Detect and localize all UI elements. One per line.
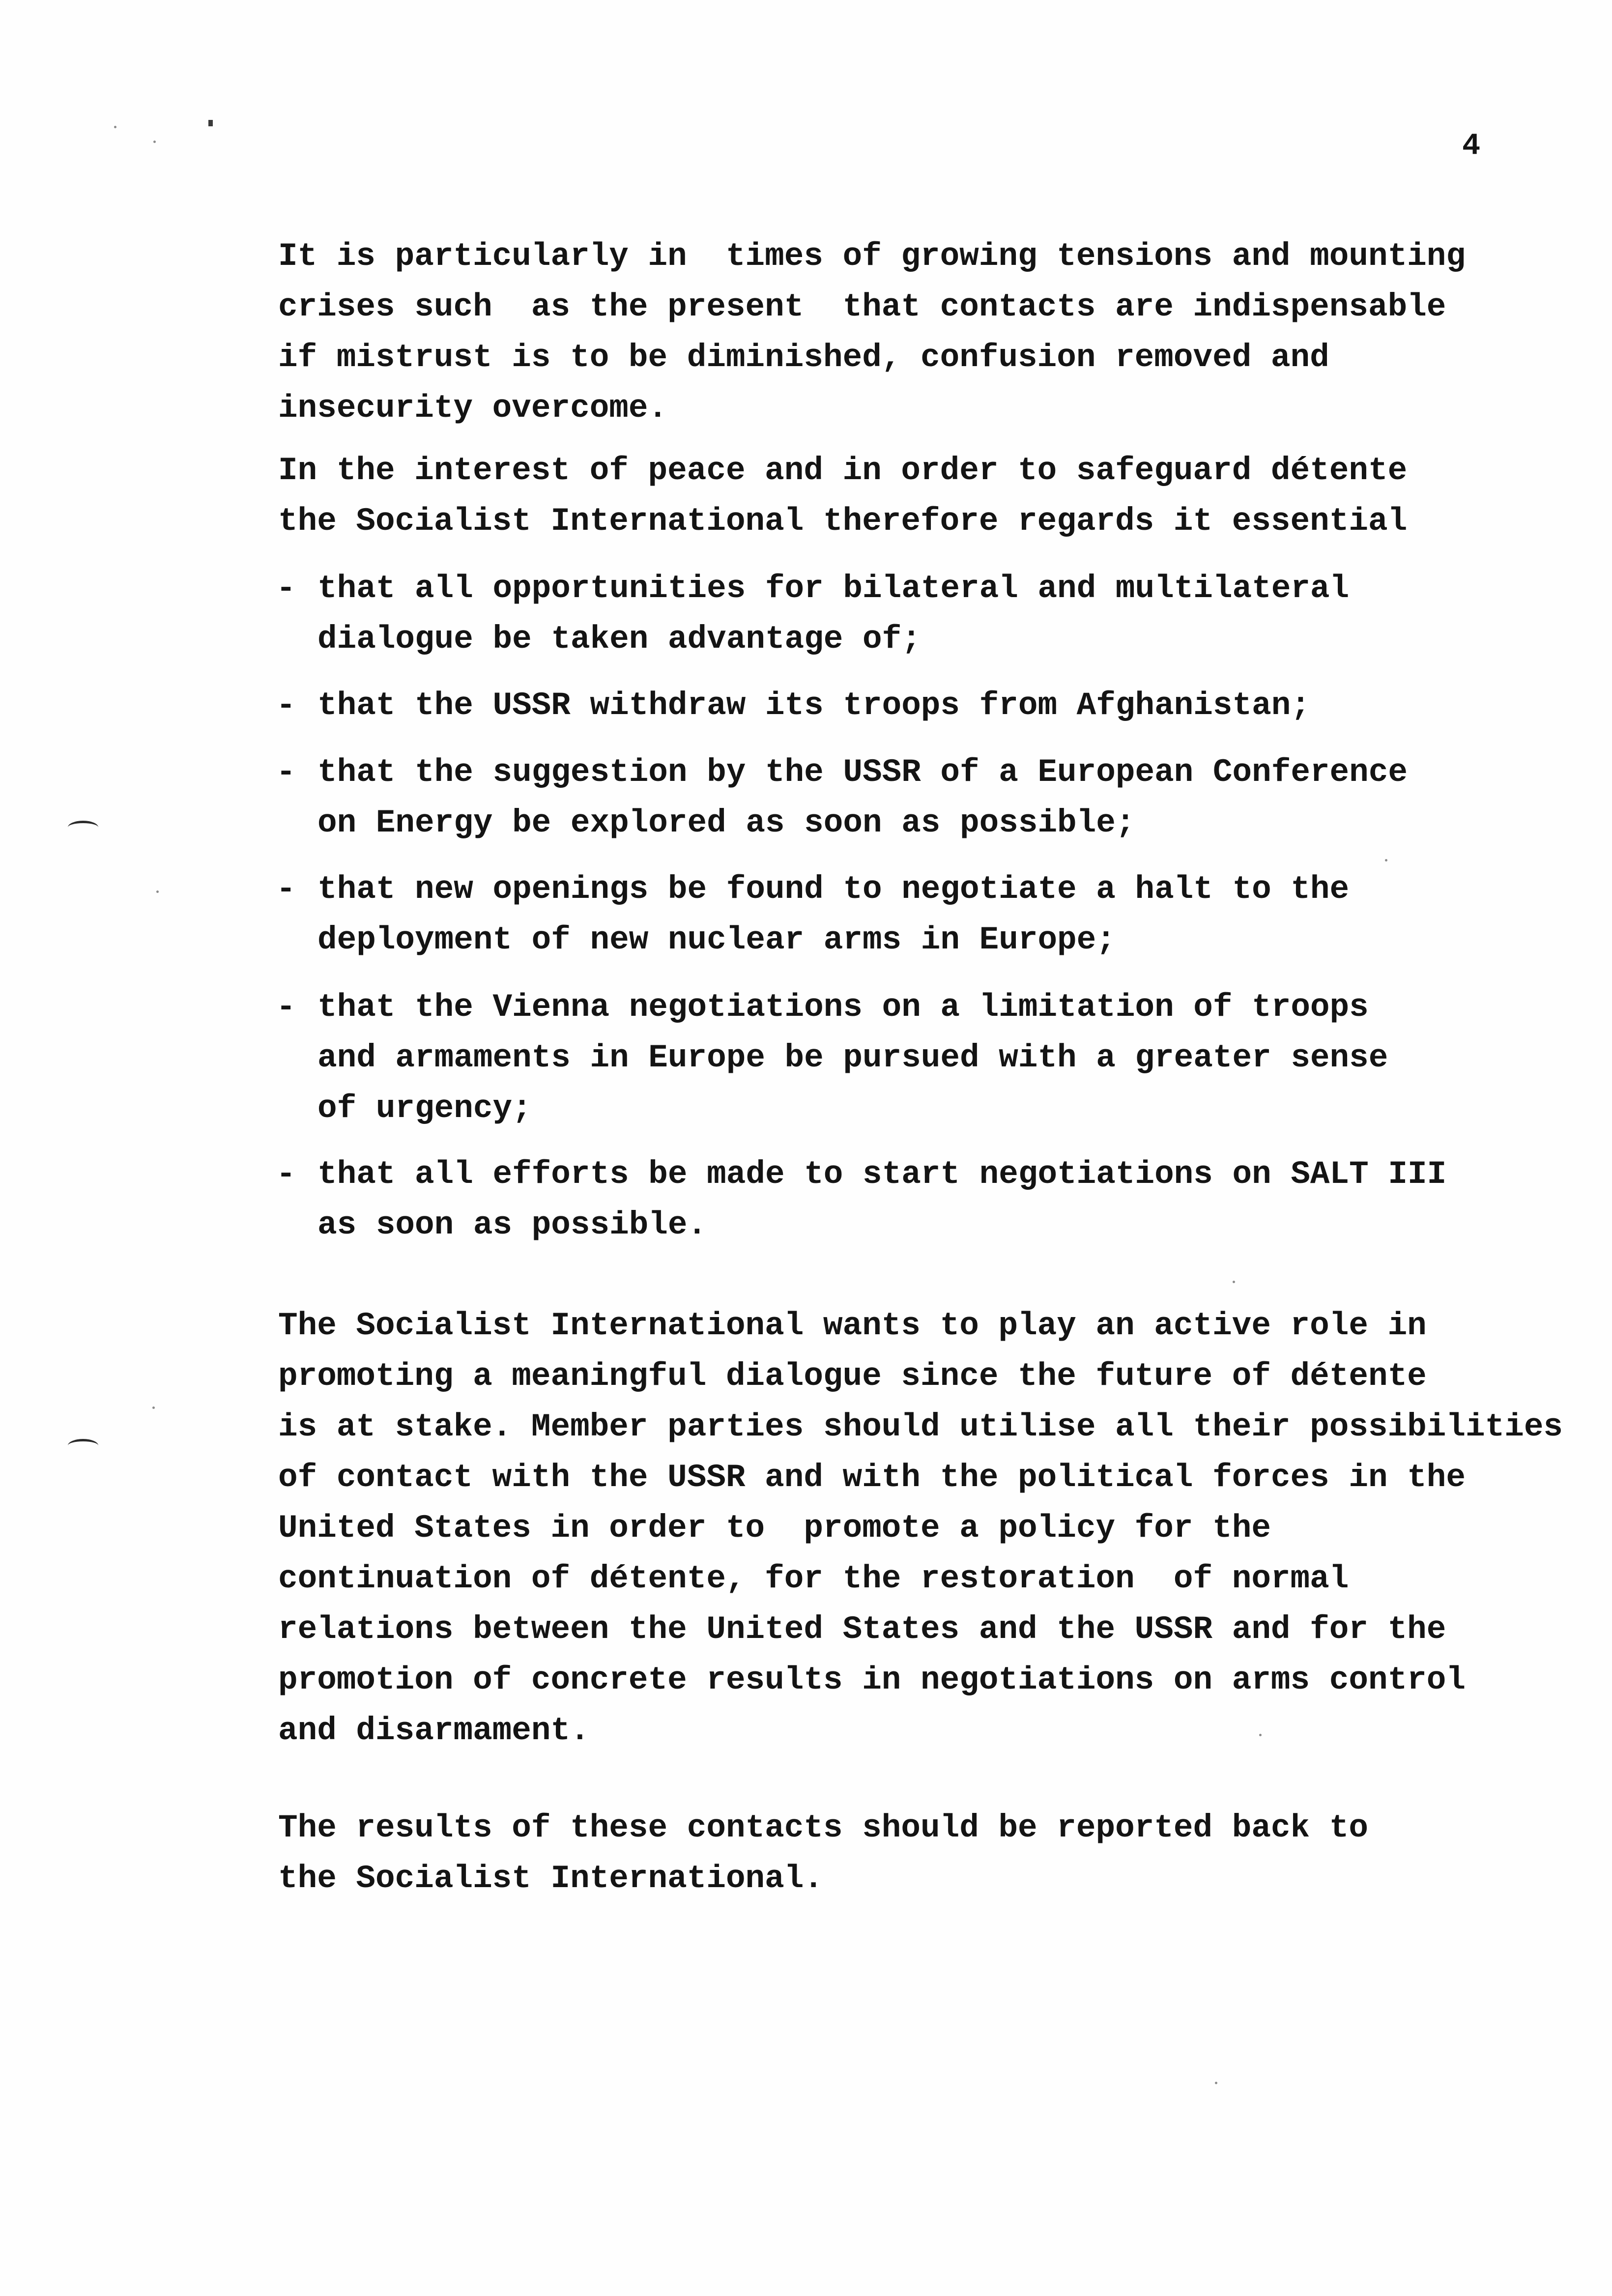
scan-speck [153, 141, 156, 143]
list-item-text: that the USSR withdraw its troops from Afghanistan; [317, 687, 1310, 724]
list-item-text: that the suggestion by the USSR of a European Conference on Energy be explored as soon as possible; [317, 754, 1408, 841]
bullet-dash: - [276, 871, 296, 908]
punch-hole-mark [68, 821, 98, 834]
scan-speck [1385, 859, 1387, 861]
paragraph-dialogue: The Socialist International wants to play an active role in promoting a meaningful dialogue since the future of détente is at stake. Member parties should utilise all their possibilities of contact with the USSR and with the political forces in the United States in order to promote a policy for the continuation of détente, for the restoration of normal relations between the United States and the USSR and for the promotion of concrete results in negotiations on arms control and disarmament. [278, 1307, 1563, 1749]
list-item-text: that all opportunities for bilateral and multilateral dialogue be taken advantage of; [317, 570, 1350, 658]
bullet-dash: - [276, 754, 296, 791]
bullet-dash: - [276, 989, 296, 1026]
bullet-dash: - [276, 570, 296, 607]
list-item-text: that new openings be found to negotiate a halt to the deployment of new nuclear arms in Europe; [317, 871, 1350, 958]
paragraph-essential: In the interest of peace and in order to safeguard détente the Socialist International therefore regards it essential [278, 452, 1408, 540]
bullet-dash: - [276, 687, 296, 724]
scan-speck [152, 1406, 155, 1409]
list-item-text: that the Vienna negotiations on a limitation of troops and armaments in Europe be pursued with a greater sense of urgency; [317, 989, 1388, 1127]
bullet-dash: - [276, 1156, 296, 1193]
scan-speck [1215, 2082, 1217, 2084]
page-number: 4 [1462, 128, 1481, 163]
punch-hole-mark [68, 1439, 98, 1452]
paragraph-reporting: The results of these contacts should be reported back to the Socialist International. [278, 1809, 1368, 1897]
scan-speck [156, 890, 159, 893]
scan-speck [1233, 1281, 1235, 1283]
list-item-text: that all efforts be made to start negotiations on SALT III as soon as possible. [317, 1156, 1447, 1243]
paragraph-intro: It is particularly in times of growing tensions and mounting crises such as the present that contacts are indispensable if mistrust is to be diminished, confusion removed and insecurity overcome. [278, 238, 1466, 427]
scan-speck [114, 126, 116, 128]
scan-mark [208, 120, 213, 126]
